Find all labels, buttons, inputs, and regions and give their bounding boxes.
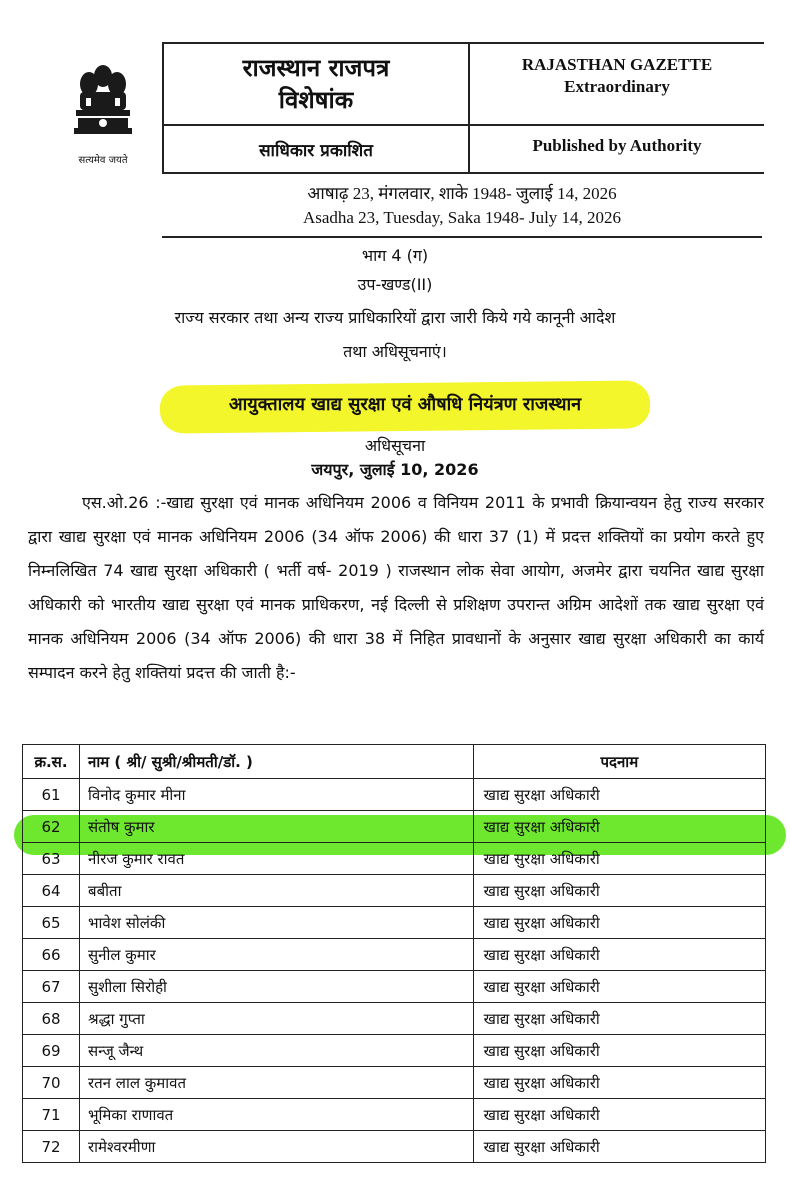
- gazette-masthead: [44, 42, 762, 170]
- issue-dates: [162, 182, 762, 238]
- row-serial: 71: [23, 1099, 80, 1131]
- row-designation: खाद्य सुरक्षा अधिकारी: [473, 971, 765, 1003]
- table-row: [23, 875, 766, 907]
- masthead-grid: [162, 42, 764, 174]
- table-row-highlighted: [23, 811, 766, 843]
- gazette-title-hindi: [164, 52, 468, 116]
- row-name: सन्जू जैन्थ: [80, 1035, 474, 1067]
- published-english: Published by Authority: [532, 136, 702, 155]
- table-row: [23, 1035, 766, 1067]
- gazette-title-hindi-line2: विशेषांक: [278, 86, 354, 114]
- table-row: [23, 971, 766, 1003]
- row-name: रामेश्वरमीणा: [80, 1131, 474, 1163]
- table-row: [23, 779, 766, 811]
- row-designation: खाद्य सुरक्षा अधिकारी: [473, 1035, 765, 1067]
- row-serial: 62: [23, 811, 80, 843]
- row-designation: खाद्य सुरक्षा अधिकारी: [473, 1131, 765, 1163]
- gazette-title-english: [470, 54, 764, 98]
- row-name: भावेश सोलंकी: [80, 907, 474, 939]
- row-designation: खाद्य सुरक्षा अधिकारी: [473, 811, 765, 843]
- row-serial: 65: [23, 907, 80, 939]
- date-line-hindi: आषाढ़ 23, मंगलवार, शाके 1948- जुलाई 14, 2026: [307, 184, 617, 203]
- row-serial: 68: [23, 1003, 80, 1035]
- row-designation: खाद्य सुरक्षा अधिकारी: [473, 939, 765, 971]
- row-designation: खाद्य सुरक्षा अधिकारी: [473, 843, 765, 875]
- header-designation: पदनाम: [473, 745, 765, 779]
- body-paragraph: एस.ओ.26 :-खाद्य सुरक्षा एवं मानक अधिनियम 2006 व विनियम 2011 के प्रभावी क्रियान्वयन हेतु राज्य सरकार द्वारा खाद्य सुरक्षा एवं मानक अधिनियम 2006 (34 ऑफ 2006) की धारा 37 (1) में प्रदत्त शक्तियों का प्रयोग करते हुए निम्नलिखित 74 खाद्य सुरक्षा अधिकारी ( भर्ती वर्ष- 2019 ) राजस्थान लोक सेवा आयोग, अजमेर द्वारा चयनित खाद्य सुरक्षा अधिकारी को भारतीय खाद्य सुरक्षा एवं मानक प्राधिकरण, नई दिल्ली से प्रशिक्षण उपरान्त अग्रिम आदेशों तक खाद्य सुरक्षा एवं मानक अधिनियम 2006 (34 ऑफ 2006) की धारा 38 में निहित प्रावधानों के अनुसार खाद्य सुरक्षा अधिकारी का कार्य सम्पादन करने हेतु शक्तियां प्रदत्त की जाती है:-: [28, 493, 764, 682]
- notification-body: [28, 486, 764, 690]
- table-row: [23, 939, 766, 971]
- table-row: [23, 1099, 766, 1131]
- row-serial: 67: [23, 971, 80, 1003]
- table-header-row: [23, 745, 766, 779]
- row-name: बबीता: [80, 875, 474, 907]
- table-row: [23, 1067, 766, 1099]
- table-row: [23, 907, 766, 939]
- row-serial: 72: [23, 1131, 80, 1163]
- table-row: [23, 843, 766, 875]
- row-name: विनोद कुमार मीना: [80, 779, 474, 811]
- row-name: रतन लाल कुमावत: [80, 1067, 474, 1099]
- gazette-title-hindi-line1: राजस्थान राजपत्र: [242, 54, 390, 82]
- section-description-line2: तथा अधिसूचनाएं।: [343, 342, 447, 361]
- row-designation: खाद्य सुरक्षा अधिकारी: [473, 1099, 765, 1131]
- row-serial: 70: [23, 1067, 80, 1099]
- header-serial: क्र.स.: [23, 745, 80, 779]
- place-date: जयपुर, जुलाई 10, 2026: [311, 460, 479, 479]
- subsection-label: उप-खण्ड(II): [357, 275, 433, 294]
- emblem-block: [44, 42, 162, 170]
- row-designation: खाद्य सुरक्षा अधिकारी: [473, 907, 765, 939]
- gazette-title-english-line2: Extraordinary: [564, 77, 670, 96]
- table-row: [23, 1003, 766, 1035]
- emblem-motto: सत्यमेव जयते: [78, 155, 128, 166]
- row-serial: 66: [23, 939, 80, 971]
- row-name: संतोष कुमार: [80, 811, 474, 843]
- part-label: भाग 4 (ग): [361, 246, 429, 265]
- row-designation: खाद्य सुरक्षा अधिकारी: [473, 1067, 765, 1099]
- row-name: भूमिका राणावत: [80, 1099, 474, 1131]
- row-serial: 69: [23, 1035, 80, 1067]
- row-name: सुनील कुमार: [80, 939, 474, 971]
- table-row: [23, 1131, 766, 1163]
- row-designation: खाद्य सुरक्षा अधिकारी: [473, 875, 765, 907]
- row-name: श्रद्धा गुप्ता: [80, 1003, 474, 1035]
- office-title: आयुक्तालय खाद्य सुरक्षा एवं औषधि नियंत्रण राजस्थान: [228, 394, 582, 415]
- notification-label: अधिसूचना: [364, 436, 426, 455]
- row-name: नीरज कुमार रावत: [80, 843, 474, 875]
- published-hindi: साधिकार प्रकाशित: [259, 141, 373, 161]
- row-designation: खाद्य सुरक्षा अधिकारी: [473, 1003, 765, 1035]
- date-line-english: Asadha 23, Tuesday, Saka 1948- July 14, 2026: [302, 208, 622, 227]
- row-serial: 63: [23, 843, 80, 875]
- section-description-line1: राज्य सरकार तथा अन्य राज्य प्राधिकारियों द्वारा जारी किये गये कानूनी आदेश: [174, 308, 616, 327]
- row-serial: 61: [23, 779, 80, 811]
- row-name: सुशीला सिरोही: [80, 971, 474, 1003]
- row-designation: खाद्य सुरक्षा अधिकारी: [473, 779, 765, 811]
- officers-table: [22, 744, 766, 1163]
- header-name: नाम ( श्री/ सुश्री/श्रीमती/डॉ. ): [80, 745, 474, 779]
- gazette-title-english-line1: RAJASTHAN GAZETTE: [521, 55, 713, 74]
- row-serial: 64: [23, 875, 80, 907]
- ashoka-emblem-icon: [66, 62, 140, 148]
